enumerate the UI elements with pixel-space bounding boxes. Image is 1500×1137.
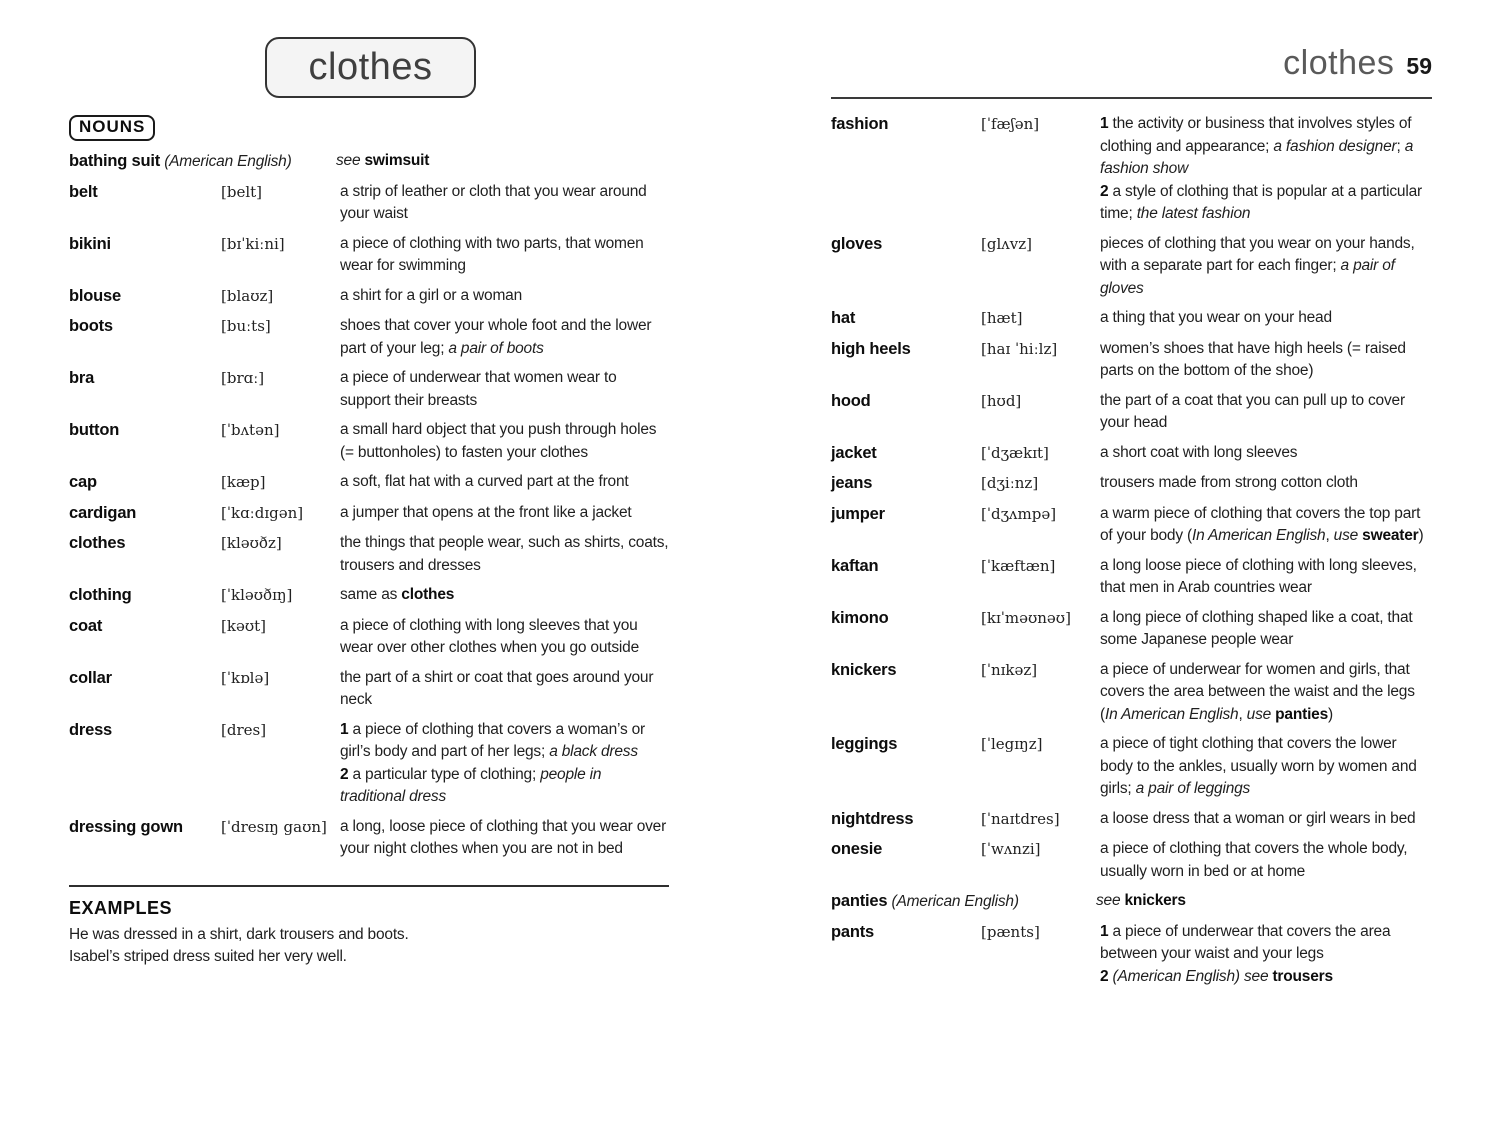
definition-segment: a fashion designer	[1273, 137, 1397, 155]
entry-definition	[1100, 390, 1432, 435]
definition-segment: ;	[1396, 137, 1405, 155]
entry-variety-note: (American English)	[887, 893, 1019, 910]
headword-text: jumper	[831, 504, 885, 523]
entry-pronunciation: [ˈfæʃən]	[981, 115, 1040, 133]
definition-segment: sweater	[1362, 527, 1419, 544]
dictionary-entry-dress	[69, 719, 669, 809]
definition-segment: a black dress	[549, 743, 638, 760]
headword-text: knickers	[831, 660, 897, 679]
entry-headword	[69, 419, 221, 464]
entry-definition	[340, 584, 669, 608]
definition-segment: ,	[1325, 527, 1334, 544]
definition-segment: a pair of leggings	[1135, 780, 1251, 797]
dictionary-entry-bikini	[69, 233, 669, 278]
entry-definition	[340, 315, 669, 360]
headword-text: collar	[69, 668, 112, 687]
entry-pronunciation: [ˈbʌtən]	[221, 421, 280, 439]
nouns-badge: NOUNS	[69, 115, 155, 141]
definition-segment: 1	[1100, 922, 1113, 940]
headword-text: bikini	[69, 234, 111, 253]
definition-segment: trousers made from strong cotton cloth	[1100, 474, 1358, 491]
dictionary-entry-fashion	[831, 113, 1432, 226]
right-entries-list	[831, 113, 1432, 988]
entry-definition	[1100, 838, 1432, 883]
headword-text: clothes	[69, 534, 126, 552]
definition-segment: a pair of gloves	[1100, 257, 1395, 297]
page-title: clothes	[308, 46, 433, 88]
definition-segment: a warm piece of clothing that covers the top part of your body (	[1100, 504, 1421, 544]
entry-headword	[69, 615, 221, 660]
headword-text: blouse	[69, 286, 121, 305]
dictionary-entry-coat	[69, 615, 669, 660]
dictionary-entry-kaftan	[831, 555, 1432, 600]
page-number: 59	[1406, 53, 1432, 79]
definition-segment: the latest fashion	[1136, 205, 1251, 222]
entry-headword	[831, 472, 981, 496]
dictionary-entry-hood	[831, 390, 1432, 435]
definition-segment: a thing that you wear on your head	[1100, 309, 1332, 326]
entry-pronunciation: [ˈlegɪŋz]	[981, 735, 1043, 753]
definition-segment: 2	[340, 765, 353, 783]
entry-headword	[831, 442, 981, 466]
definition-segment: use	[1333, 527, 1363, 544]
entry-pronunciation: [hʊd]	[981, 391, 1022, 410]
entry-definition	[340, 719, 669, 809]
entry-definition	[1100, 659, 1432, 727]
dictionary-entry-clothing	[69, 584, 669, 608]
entry-headword	[831, 555, 981, 600]
dictionary-entry-cardigan	[69, 502, 669, 526]
entry-definition	[340, 367, 669, 412]
entry-headword	[69, 719, 221, 809]
definition-segment: trousers	[1272, 967, 1333, 985]
definition-segment: In American English	[1104, 705, 1239, 723]
headword-text: nightdress	[831, 809, 914, 828]
definition-segment: a piece of underwear that covers the area between your waist and your legs	[1100, 922, 1391, 962]
definition-segment: the things that people wear, such as shirts, coats, trousers and dresses	[340, 534, 669, 574]
definition-segment: a long, loose piece of clothing that you wear over your night clothes when you are not in bed	[340, 817, 667, 857]
entry-definition	[1100, 472, 1432, 496]
definition-segment: a style of clothing that is popular at a particular time;	[1100, 182, 1422, 222]
entry-pronunciation: [ˈdʒækɪt]	[981, 443, 1049, 462]
entry-headword	[831, 607, 981, 652]
entry-headword	[69, 471, 221, 495]
dictionary-entry-pants	[831, 921, 1432, 989]
entry-definition	[1100, 808, 1432, 832]
entry-headword	[69, 233, 221, 278]
dictionary-entry-jumper	[831, 503, 1432, 548]
dictionary-entry-blouse	[69, 285, 669, 309]
dictionary-entry-jacket	[831, 442, 1432, 466]
headword-text: kaftan	[831, 556, 879, 575]
definition-segment: )	[1418, 527, 1424, 544]
definition-segment: same as	[340, 586, 402, 603]
entry-pronunciation: [glʌvz]	[981, 234, 1032, 253]
entry-pronunciation: [kləʊðz]	[221, 534, 282, 552]
example-sentence: Isabel’s striped dress suited her very well.	[69, 947, 347, 965]
headword-text: onesie	[831, 840, 883, 858]
example-sentences-list	[69, 924, 669, 968]
definition-segment: women’s shoes that have high heels (= raised parts on the bottom of the shoe)	[1100, 339, 1406, 379]
definition-segment: a piece of clothing with two parts, that women wear for swimming	[340, 234, 644, 274]
entry-definition	[340, 419, 669, 464]
headword-text: clothing	[69, 586, 132, 604]
definition-segment: a soft, flat hat with a curved part at the front	[340, 473, 629, 490]
definition-segment: a piece of underwear that women wear to support their breasts	[340, 369, 617, 409]
headword-text: bra	[69, 369, 95, 387]
definition-segment: the activity or business that involves styles of clothing and appearance;	[1100, 115, 1412, 155]
entry-headword	[831, 113, 981, 226]
entry-pronunciation: [ˈkləʊðɪŋ]	[221, 586, 293, 604]
entry-pronunciation: [belt]	[221, 182, 263, 201]
definition-segment: pieces of clothing that you wear on your hands, with a separate part for each finger;	[1100, 234, 1415, 274]
entry-pronunciation: [ˈdresɪŋ gaʊn]	[221, 817, 327, 836]
entry-headword	[69, 367, 221, 412]
entry-headword	[831, 838, 981, 883]
entry-pronunciation: [bɪˈkiːni]	[221, 234, 285, 253]
definition-segment: 2	[1100, 182, 1113, 200]
entry-headword	[69, 315, 221, 360]
headword-text: high heels	[831, 339, 911, 358]
entry-definition	[340, 532, 669, 577]
definition-segment: a short coat with long sleeves	[1100, 443, 1298, 461]
entry-headword	[69, 181, 221, 226]
entry-definition	[1100, 607, 1432, 652]
definition-segment: a jumper that opens at the front like a jacket	[340, 503, 632, 521]
entry-pronunciation: [kəʊt]	[221, 616, 266, 635]
definition-segment: use	[1246, 705, 1276, 723]
entry-headword	[831, 733, 981, 801]
entry-pronunciation: [blaʊz]	[221, 286, 274, 305]
entry-definition	[1100, 307, 1432, 331]
definition-segment: a piece of underwear for women and girls, that covers the area between the waist and the legs (	[1100, 660, 1415, 723]
definition-segment: see	[1096, 892, 1125, 909]
definition-segment: a piece of clothing that covers a woman’s or girl’s body and part of her legs;	[340, 720, 645, 760]
definition-segment: a pair of boots	[448, 339, 544, 357]
headword-text: button	[69, 421, 120, 439]
right-page-header	[831, 44, 1432, 83]
definition-segment: a long piece of clothing shaped like a coat, that some Japanese people wear	[1100, 608, 1413, 648]
dictionary-entry-kimono	[831, 607, 1432, 652]
entry-pronunciation: [haɪ ˈhiːlz]	[981, 339, 1058, 358]
entry-headword	[69, 532, 221, 577]
entry-definition	[1100, 921, 1432, 989]
header-rule	[831, 97, 1432, 99]
entry-definition	[340, 667, 669, 712]
definition-segment: a piece of clothing that covers the whole body, usually worn in bed or at home	[1100, 840, 1408, 880]
entry-pronunciation: [ˈkɒlə]	[221, 668, 270, 687]
headword-text: cap	[69, 473, 97, 491]
entry-definition	[1096, 890, 1432, 914]
definition-segment: the part of a coat that you can pull up to cover your head	[1100, 391, 1405, 431]
headword-text: bathing suit	[69, 152, 161, 170]
entry-headword	[831, 890, 1096, 914]
entry-headword	[831, 390, 981, 435]
examples-heading: EXAMPLES	[69, 897, 173, 918]
entry-pronunciation: [kɪˈməʊnəʊ]	[981, 608, 1071, 627]
entry-definition	[1100, 555, 1432, 600]
headword-text: pants	[831, 922, 875, 941]
entry-pronunciation: [ˈnaɪtdres]	[981, 809, 1060, 828]
entry-definition	[336, 150, 669, 174]
entry-definition	[340, 816, 669, 861]
headword-text: panties	[831, 892, 888, 910]
entry-headword	[831, 503, 981, 548]
left-entries-list	[69, 150, 669, 861]
entry-pronunciation: [ˈdʒʌmpə]	[981, 504, 1057, 523]
definition-segment: 2	[1100, 967, 1113, 985]
dictionary-entry-cap	[69, 471, 669, 495]
definition-segment: shoes that cover your whole foot and the lower part of your leg;	[340, 317, 652, 357]
definition-segment: a piece of tight clothing that covers the lower body to the ankles, usually worn by women and girls;	[1100, 735, 1417, 797]
entry-headword	[831, 808, 981, 832]
definition-segment: a shirt for a girl or a woman	[340, 286, 522, 304]
entry-variety-note: (American English)	[160, 153, 292, 170]
dictionary-entry-high-heels	[831, 338, 1432, 383]
headword-text: hat	[831, 309, 856, 327]
entry-pronunciation: [hæt]	[981, 309, 1023, 327]
entry-definition	[340, 615, 669, 660]
entry-headword	[831, 233, 981, 301]
dictionary-entry-dressing-gown	[69, 816, 669, 861]
entry-definition	[340, 181, 669, 226]
definition-segment: 1	[1100, 115, 1113, 132]
definition-segment: clothes	[401, 586, 455, 603]
definition-segment: a fashion show	[1100, 137, 1414, 177]
entry-definition	[340, 233, 669, 278]
definition-segment: 1	[340, 720, 353, 738]
entry-headword	[831, 659, 981, 727]
examples-section	[69, 885, 669, 968]
definition-segment: a loose dress that a woman or girl wears in bed	[1100, 809, 1416, 827]
headword-text: cardigan	[69, 503, 137, 522]
headword-text: kimono	[831, 608, 889, 627]
headword-text: fashion	[831, 115, 889, 133]
entry-definition	[1100, 233, 1432, 301]
entry-pronunciation: [dres]	[221, 720, 267, 739]
dictionary-entry-nightdress	[831, 808, 1432, 832]
dictionary-entry-onesie	[831, 838, 1432, 883]
entry-headword	[69, 285, 221, 309]
dictionary-entry-belt	[69, 181, 669, 226]
entry-headword	[69, 150, 336, 174]
dictionary-entry-collar	[69, 667, 669, 712]
definition-segment: a small hard object that you push through holes (= buttonholes) to fasten your clothes	[340, 421, 657, 461]
dictionary-entry-gloves	[831, 233, 1432, 301]
entry-pronunciation: [ˈkɑːdɪgən]	[221, 503, 304, 522]
entry-pronunciation: [ˈnɪkəz]	[981, 660, 1038, 679]
headword-text: jacket	[831, 443, 877, 462]
definition-segment: see	[336, 152, 365, 169]
headword-text: leggings	[831, 735, 898, 753]
entry-headword	[831, 921, 981, 989]
dictionary-entry-button	[69, 419, 669, 464]
entry-definition	[1100, 442, 1432, 466]
dictionary-entry-clothes	[69, 532, 669, 577]
entry-pronunciation: [ˈwʌnzi]	[981, 840, 1041, 858]
entry-headword	[831, 307, 981, 331]
entry-definition	[1100, 338, 1432, 383]
headword-text: coat	[69, 616, 103, 635]
entry-pronunciation: [pænts]	[981, 922, 1040, 941]
entry-headword	[69, 502, 221, 526]
entry-headword	[69, 584, 221, 608]
definition-segment: a long loose piece of clothing with long sleeves, that men in Arab countries wear	[1100, 556, 1417, 596]
definition-segment: knickers	[1124, 892, 1186, 909]
definition-segment: a piece of clothing with long sleeves that you wear over other clothes when you go outside	[340, 616, 640, 656]
entry-headword	[69, 667, 221, 712]
dictionary-entry-bathing-suit	[69, 150, 669, 174]
entry-definition	[340, 471, 669, 495]
entry-headword	[831, 338, 981, 383]
definition-segment: )	[1328, 705, 1333, 723]
dictionary-entry-leggings	[831, 733, 1432, 801]
headword-text: dress	[69, 720, 113, 739]
entry-pronunciation: [ˈkæftæn]	[981, 556, 1056, 575]
definition-segment: a strip of leather or cloth that you wear around your waist	[340, 182, 647, 222]
definition-segment: the part of a shirt or coat that goes around your neck	[340, 668, 654, 708]
definition-segment: (American English) see	[1112, 967, 1273, 985]
left-column	[69, 115, 669, 968]
definition-segment: people in traditional dress	[340, 765, 602, 805]
entry-definition	[1100, 733, 1432, 801]
definition-segment: swimsuit	[364, 152, 430, 169]
entry-pronunciation: [dʒiːnz]	[981, 474, 1039, 492]
dictionary-entry-hat	[831, 307, 1432, 331]
headword-text: jeans	[831, 474, 873, 492]
entry-definition	[1100, 113, 1432, 226]
example-sentence: He was dressed in a shirt, dark trousers and boots.	[69, 925, 409, 943]
definition-segment: In American English	[1191, 527, 1326, 544]
definition-segment: panties	[1275, 705, 1329, 723]
running-head: clothes	[1283, 44, 1395, 82]
page-title-box	[265, 37, 476, 98]
dictionary-entry-jeans	[831, 472, 1432, 496]
entry-pronunciation: [kæp]	[221, 473, 266, 491]
headword-text: hood	[831, 391, 871, 410]
definition-segment: ,	[1238, 705, 1247, 723]
entry-pronunciation: [brɑː]	[221, 369, 265, 387]
definition-segment: a particular type of clothing;	[352, 765, 541, 783]
entry-definition	[340, 285, 669, 309]
dictionary-entry-boots	[69, 315, 669, 360]
dictionary-entry-knickers	[831, 659, 1432, 727]
entry-definition	[1100, 503, 1432, 548]
headword-text: gloves	[831, 234, 883, 253]
headword-text: belt	[69, 182, 98, 201]
dictionary-entry-bra	[69, 367, 669, 412]
right-column	[831, 113, 1432, 995]
entry-headword	[69, 816, 221, 861]
headword-text: dressing gown	[69, 817, 183, 836]
entry-definition	[340, 502, 669, 526]
entry-pronunciation: [buːts]	[221, 317, 271, 335]
headword-text: boots	[69, 317, 113, 335]
dictionary-entry-panties	[831, 890, 1432, 914]
